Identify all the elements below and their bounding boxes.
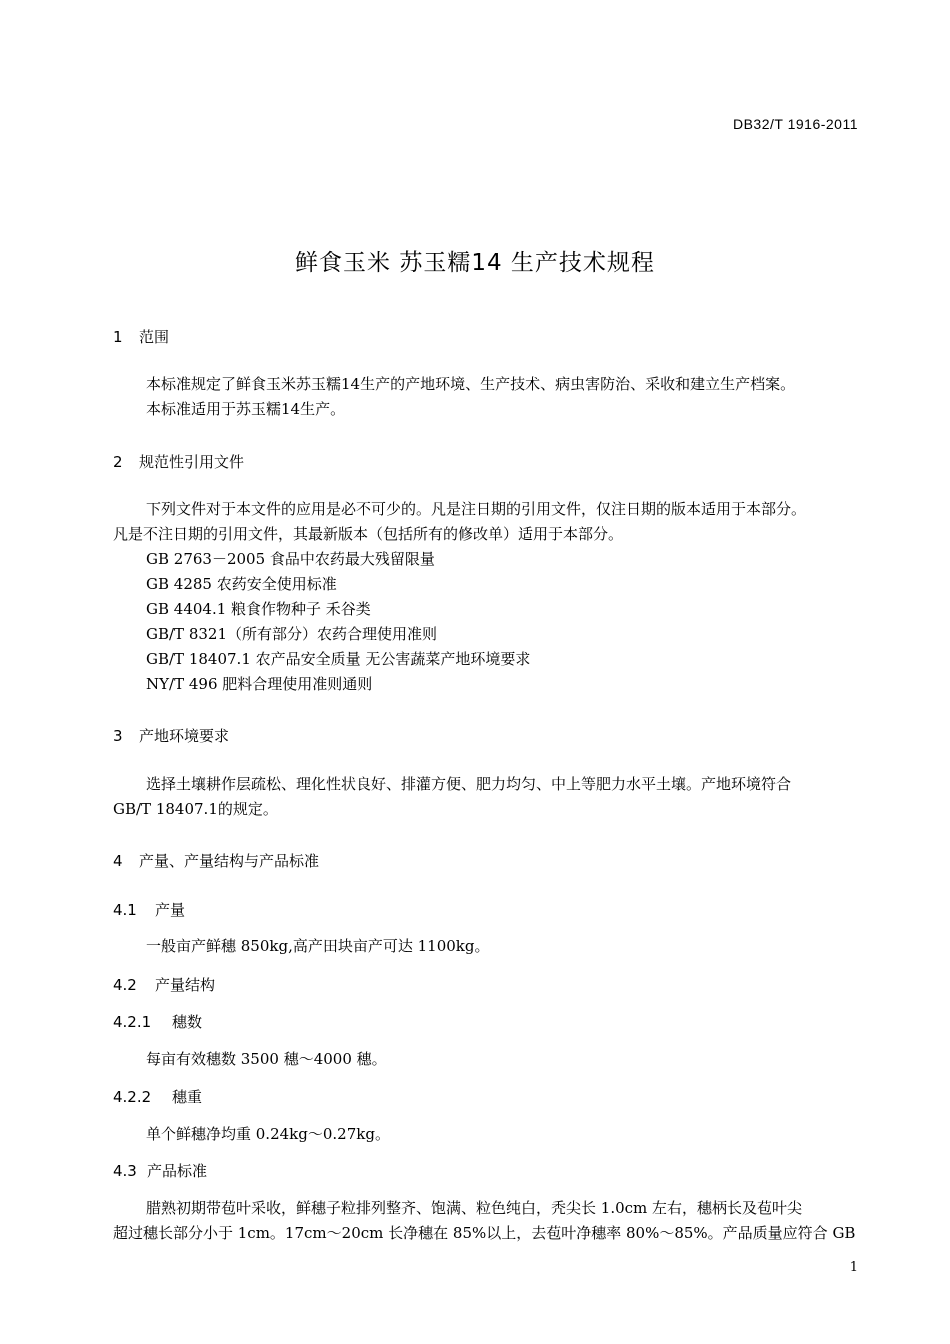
paragraph: 一般亩产鲜穗 850kg,高产田块亩产可达 1100kg。 [146,937,490,955]
section-title: 产品标准 [147,1162,208,1180]
paragraph-line: 腊熟初期带苞叶采收，鲜穗子粒排列整齐、饱满、粒色纯白，秃尖长 1.0cm 左右，穗柄长及苞叶尖 [146,1199,803,1217]
reference-item: GB 2763－2005 食品中农药最大残留限量 [146,550,435,568]
section-number: 2 [113,453,123,471]
document-title: 鲜食玉米 苏玉糯14 生产技术规程 [295,250,655,276]
section-title: 规范性引用文件 [139,453,245,471]
reference-item: GB 4404.1 粮食作物种子 禾谷类 [146,600,371,618]
section-number: 3 [113,727,123,745]
subsection-4-3-heading [113,1160,207,1181]
section-title: 产量、产量结构与产品标准 [139,852,320,870]
reference-item: NY/T 496 肥料合理使用准则通则 [146,675,373,693]
paragraph: 本标准规定了鲜食玉米苏玉糯14生产的产地环境、生产技术、病虫害防治、采收和建立生产档案。 [146,375,796,393]
section-number: 4.2.2 [113,1088,152,1106]
section-1-heading [113,326,169,347]
standard-code: DB32/T 1916-2011 [732,116,858,132]
paragraph-line: GB/T 18407.1的规定。 [113,800,278,818]
subsection-4-2-heading [113,974,215,995]
section-number: 4.2 [113,976,137,994]
paragraph-line: 超过穗长部分小于 1cm。17cm～20cm 长净穗在 85%以上，去苞叶净穗率 80%～85%。产品质量应符合 GB [113,1224,856,1242]
section-title: 穗重 [172,1088,203,1106]
section-title: 范围 [139,328,170,346]
subsection-4-1-heading [113,899,185,920]
paragraph-line: 下列文件对于本文件的应用是必不可少的。凡是注日期的引用文件，仅注日期的版本适用于本部分。 [146,500,807,518]
paragraph-line: 选择土壤耕作层疏松、理化性状良好、排灌方便、肥力均匀、中上等肥力水平土壤。产地环境符合 [146,775,792,793]
section-3-heading [113,725,229,746]
section-number: 4.3 [113,1162,137,1180]
section-title: 穗数 [172,1013,203,1031]
section-number: 4.1 [113,901,137,919]
paragraph: 每亩有效穗数 3500 穗～4000 穗。 [146,1050,387,1068]
section-4-heading [113,850,319,871]
reference-item: GB/T 18407.1 农产品安全质量 无公害蔬菜产地环境要求 [146,650,531,668]
section-number: 4.2.1 [113,1013,152,1031]
section-title: 产量 [155,901,186,919]
paragraph: 本标准适用于苏玉糯14生产。 [146,400,346,418]
section-number: 4 [113,852,123,870]
section-number: 1 [113,328,123,346]
reference-item: GB/T 8321（所有部分）农药合理使用准则 [146,625,438,643]
paragraph: 单个鲜穗净均重 0.24kg～0.27kg。 [146,1125,390,1143]
section-title: 产地环境要求 [139,727,230,745]
section-2-heading [113,451,244,472]
reference-item: GB 4285 农药安全使用标准 [146,575,337,593]
section-title: 产量结构 [155,976,216,994]
page-number: 1 [849,1260,858,1275]
subsection-4-2-1-heading [113,1011,202,1032]
paragraph-line: 凡是不注日期的引用文件，其最新版本（包括所有的修改单）适用于本部分。 [113,525,624,543]
subsection-4-2-2-heading [113,1086,202,1107]
